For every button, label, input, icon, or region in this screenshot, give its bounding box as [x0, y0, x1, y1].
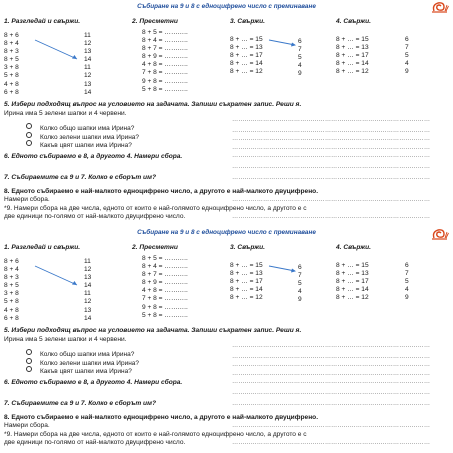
- worksheet-1: [0, 0, 453, 226]
- task4-equation: 8 + … = 17: [336, 52, 369, 60]
- task1-result: 14: [84, 56, 92, 64]
- task5-option-label: Колко зелени шапки има Ирина?: [40, 359, 140, 367]
- task4-number: 7: [405, 44, 409, 52]
- task3-left-column: [230, 262, 263, 302]
- task3-number: 9: [298, 70, 302, 78]
- task2-equation: 4 + 8 = ………..: [142, 61, 188, 69]
- task1-result: 14: [84, 88, 92, 96]
- task4-equation: 8 + … = 14: [336, 60, 369, 68]
- task4-number: 4: [405, 60, 409, 68]
- task1-expression: 8 + 4: [4, 40, 19, 48]
- task1-result: 14: [84, 314, 92, 322]
- task5-option[interactable]: [26, 132, 139, 141]
- answer-line[interactable]: ……………………………………………………………………………………: [232, 135, 430, 142]
- task2-column: [142, 255, 188, 320]
- task1-expression: 8 + 6: [4, 32, 19, 39]
- task5-condition: Ирина има 5 зелени шапки и 4 червени.: [4, 336, 127, 343]
- answer-line[interactable]: ……………………………………………………………………………………: [232, 213, 430, 220]
- task5-options: [26, 123, 139, 149]
- task1-result: 11: [84, 64, 91, 72]
- task4-right-column: [405, 36, 409, 76]
- task4-number: 6: [405, 36, 409, 43]
- task8-line2: Намери сбора.: [4, 196, 50, 203]
- task4-number: 5: [405, 52, 409, 60]
- task6-text: 6. Едното събираемо е 8, а другото 4. Намери сбора.: [4, 153, 183, 160]
- task3-right-column: [298, 264, 302, 304]
- task2-equation: 4 + 8 = ………..: [142, 287, 188, 295]
- task5-option[interactable]: [26, 366, 139, 375]
- arrow-icon: [268, 39, 298, 47]
- task1-right-column: [84, 258, 91, 323]
- task3-number: 9: [298, 296, 302, 304]
- task1-heading: 1. Разгледай и свържи.: [4, 244, 81, 251]
- task1-expression: 5 + 8: [4, 72, 19, 80]
- task5-heading: 5. Избери подходящ въпрос на условието на задачата. Запиши съкратен запис. Реши я.: [4, 101, 302, 108]
- answer-line[interactable]: ……………………………………………………………………………………: [232, 400, 430, 407]
- task5-heading: 5. Избери подходящ въпрос на условието на задачата. Запиши съкратен запис. Реши я.: [4, 327, 302, 334]
- answer-line[interactable]: ……………………………………………………………………………………: [232, 370, 430, 377]
- task2-equation: 7 + 8 = ………..: [142, 69, 188, 77]
- task1-result: 13: [84, 306, 92, 314]
- task3-equation: 8 + … = 14: [230, 60, 263, 68]
- radio-circle-icon[interactable]: [26, 132, 32, 138]
- task3-number: 6: [298, 264, 302, 271]
- task8-line1: 8. Едното събираемо е най-малкото едноцифрено число, а другото е най-малкото двуцифрено.: [4, 188, 319, 195]
- task4-right-column: [405, 262, 409, 302]
- task2-equation: 9 + 8 = ………..: [142, 303, 188, 311]
- answer-line[interactable]: ……………………………………………………………………………………: [232, 144, 430, 151]
- task2-equation: 8 + 7 = ………..: [142, 45, 188, 53]
- answer-line[interactable]: ……………………………………………………………………………………: [232, 353, 430, 360]
- task4-number: 9: [405, 294, 409, 302]
- task4-number: 7: [405, 270, 409, 278]
- task3-number: 5: [298, 280, 302, 288]
- answer-line[interactable]: ……………………………………………………………………………………: [232, 163, 430, 170]
- task3-right-column: [298, 38, 302, 78]
- task5-option-label: Какъв цвят шапки има Ирина?: [40, 368, 132, 375]
- task1-expression: 4 + 8: [4, 306, 19, 314]
- answer-line[interactable]: ……………………………………………………………………………………: [232, 116, 430, 123]
- task1-expression: 6 + 8: [4, 314, 19, 322]
- sheet-title: Събиране на 9 и 8 с едноцифрено число с преминаване: [137, 229, 316, 236]
- task1-expression: 8 + 4: [4, 266, 19, 274]
- task3-number: 7: [298, 46, 302, 54]
- task2-equation: 8 + 7 = ………..: [142, 271, 188, 279]
- task1-result: 11: [84, 258, 91, 265]
- task1-left-column: [4, 258, 19, 323]
- task1-result: 12: [84, 72, 92, 80]
- snail-logo-icon: [431, 0, 449, 14]
- task2-equation: 9 + 8 = ………..: [142, 77, 188, 85]
- snail-logo-icon: [431, 227, 449, 241]
- task4-number: 4: [405, 286, 409, 294]
- task3-number: 7: [298, 272, 302, 280]
- task1-result: 13: [84, 80, 92, 88]
- task3-equation: 8 + … = 12: [230, 294, 263, 302]
- task3-number: 4: [298, 288, 302, 296]
- task9-line1: *9. Намери сбора на две числа, едното от които е най-голямото едноцифрено число, а другото е с: [4, 205, 307, 212]
- task4-number: 9: [405, 68, 409, 76]
- task4-number: 5: [405, 278, 409, 286]
- radio-circle-icon[interactable]: [26, 140, 32, 146]
- task1-right-column: [84, 32, 91, 97]
- task4-equation: 8 + … = 17: [336, 278, 369, 286]
- task1-result: 13: [84, 48, 92, 56]
- task4-equation: 8 + … = 12: [336, 68, 369, 76]
- task4-equation: 8 + … = 12: [336, 294, 369, 302]
- task4-equation: 8 + … = 15: [336, 36, 369, 43]
- task5-option[interactable]: [26, 123, 139, 132]
- task1-result: 13: [84, 274, 92, 282]
- task2-equation: 8 + 4 = ………..: [142, 263, 188, 271]
- task2-heading: 2. Пресметни: [132, 18, 178, 25]
- answer-line[interactable]: ……………………………………………………………………………………: [232, 361, 430, 368]
- task2-heading: 2. Пресметни: [132, 244, 178, 251]
- task1-expression: 5 + 8: [4, 298, 19, 306]
- task3-equation: 8 + … = 12: [230, 68, 263, 76]
- task1-result: 11: [84, 290, 91, 298]
- task2-equation: 5 + 8 = ………..: [142, 85, 188, 93]
- answer-line[interactable]: ……………………………………………………………………………………: [232, 378, 430, 385]
- task9-line2: две единици по-голямо от най-малкото двуцифрено число.: [4, 439, 186, 446]
- task3-heading: 3. Свържи.: [230, 244, 265, 251]
- task9-line2: две единици по-голямо от най-малкото двуцифрено число.: [4, 213, 186, 220]
- arrow-icon: [34, 264, 80, 288]
- task3-equation: 8 + … = 17: [230, 52, 263, 60]
- radio-circle-icon[interactable]: [26, 358, 32, 364]
- task1-expression: 4 + 8: [4, 80, 19, 88]
- answer-line[interactable]: ……………………………………………………………………………………: [232, 439, 430, 446]
- task6-text: 6. Едното събираемо е 8, а другото 4. Намери сбора.: [4, 379, 183, 386]
- task3-number: 6: [298, 38, 302, 45]
- task2-column: [142, 29, 188, 94]
- task5-option-label: Колко общо шапки има Ирина?: [40, 351, 135, 358]
- task4-equation: 8 + … = 13: [336, 270, 369, 278]
- task2-equation: 8 + 9 = ………..: [142, 53, 188, 61]
- task1-expression: 3 + 8: [4, 290, 19, 298]
- task1-expression: 3 + 8: [4, 64, 19, 72]
- task1-result: 12: [84, 40, 92, 48]
- task3-equation: 8 + … = 15: [230, 36, 263, 43]
- task5-option-label: Колко общо шапки има Ирина?: [40, 125, 135, 132]
- task4-heading: 4. Свържи.: [336, 18, 371, 25]
- task4-left-column: [336, 36, 369, 76]
- worksheet-2: [0, 226, 453, 452]
- answer-line[interactable]: ……………………………………………………………………………………: [232, 127, 430, 134]
- task4-equation: 8 + … = 14: [336, 286, 369, 294]
- task1-result: 12: [84, 298, 92, 306]
- sheet-title: Събиране на 9 и 8 с едноцифрено число с преминаване: [137, 3, 316, 10]
- task1-result: 11: [84, 32, 91, 39]
- radio-circle-icon[interactable]: [26, 123, 32, 129]
- task7-text: 7. Събираемите са 9 и 7. Колко е сборът им?: [4, 174, 156, 181]
- radio-circle-icon[interactable]: [26, 349, 32, 355]
- task4-equation: 8 + … = 15: [336, 262, 369, 269]
- task3-number: 5: [298, 54, 302, 62]
- task3-number: 4: [298, 62, 302, 70]
- radio-circle-icon[interactable]: [26, 366, 32, 372]
- task4-equation: 8 + … = 13: [336, 44, 369, 52]
- task2-equation: 8 + 5 = ………..: [142, 29, 188, 36]
- task5-option[interactable]: [26, 140, 139, 149]
- task9-line1: *9. Намери сбора на две числа, едното от които е най-голямото едноцифрено число, а другото е с: [4, 431, 307, 438]
- task8-line2: Намери сбора.: [4, 422, 50, 429]
- task5-option-label: Какъв цвят шапки има Ирина?: [40, 142, 132, 149]
- task5-options: [26, 349, 139, 375]
- answer-line[interactable]: ……………………………………………………………………………………: [232, 389, 430, 396]
- task2-equation: 5 + 8 = ………..: [142, 311, 188, 319]
- answer-line[interactable]: ……………………………………………………………………………………: [232, 174, 430, 181]
- task3-equation: 8 + … = 13: [230, 270, 263, 278]
- task1-expression: 8 + 3: [4, 48, 19, 56]
- task4-number: 6: [405, 262, 409, 269]
- task3-left-column: [230, 36, 263, 76]
- task1-expression: 8 + 5: [4, 282, 19, 290]
- task3-equation: 8 + … = 13: [230, 44, 263, 52]
- task8-line1: 8. Едното събираемо е най-малкото едноцифрено число, а другото е най-малкото двуцифрено.: [4, 414, 319, 421]
- answer-line[interactable]: ……………………………………………………………………………………: [232, 422, 430, 429]
- task1-expression: 8 + 6: [4, 258, 19, 265]
- task4-left-column: [336, 262, 369, 302]
- task3-equation: 8 + … = 14: [230, 286, 263, 294]
- task1-expression: 8 + 5: [4, 56, 19, 64]
- task3-equation: 8 + … = 15: [230, 262, 263, 269]
- task3-equation: 8 + … = 17: [230, 278, 263, 286]
- task7-text: 7. Събираемите са 9 и 7. Колко е сборът им?: [4, 400, 156, 407]
- task1-heading: 1. Разгледай и свържи.: [4, 18, 81, 25]
- arrow-icon: [268, 265, 298, 273]
- task5-condition: Ирина има 5 зелени шапки и 4 червени.: [4, 110, 127, 117]
- task2-equation: 8 + 5 = ………..: [142, 255, 188, 262]
- task5-option-label: Колко зелени шапки има Ирина?: [40, 133, 140, 141]
- task1-expression: 6 + 8: [4, 88, 19, 96]
- task3-heading: 3. Свържи.: [230, 18, 265, 25]
- task4-heading: 4. Свържи.: [336, 244, 371, 251]
- arrow-icon: [34, 38, 80, 62]
- task1-result: 12: [84, 266, 92, 274]
- task5-option[interactable]: [26, 358, 139, 367]
- task5-option[interactable]: [26, 349, 139, 358]
- task1-result: 14: [84, 282, 92, 290]
- answer-line[interactable]: ……………………………………………………………………………………: [232, 152, 430, 159]
- answer-line[interactable]: ……………………………………………………………………………………: [232, 196, 430, 203]
- task1-expression: 8 + 3: [4, 274, 19, 282]
- answer-line[interactable]: ……………………………………………………………………………………: [232, 342, 430, 349]
- task2-equation: 8 + 4 = ………..: [142, 37, 188, 45]
- task1-left-column: [4, 32, 19, 97]
- task2-equation: 7 + 8 = ………..: [142, 295, 188, 303]
- task2-equation: 8 + 9 = ………..: [142, 279, 188, 287]
